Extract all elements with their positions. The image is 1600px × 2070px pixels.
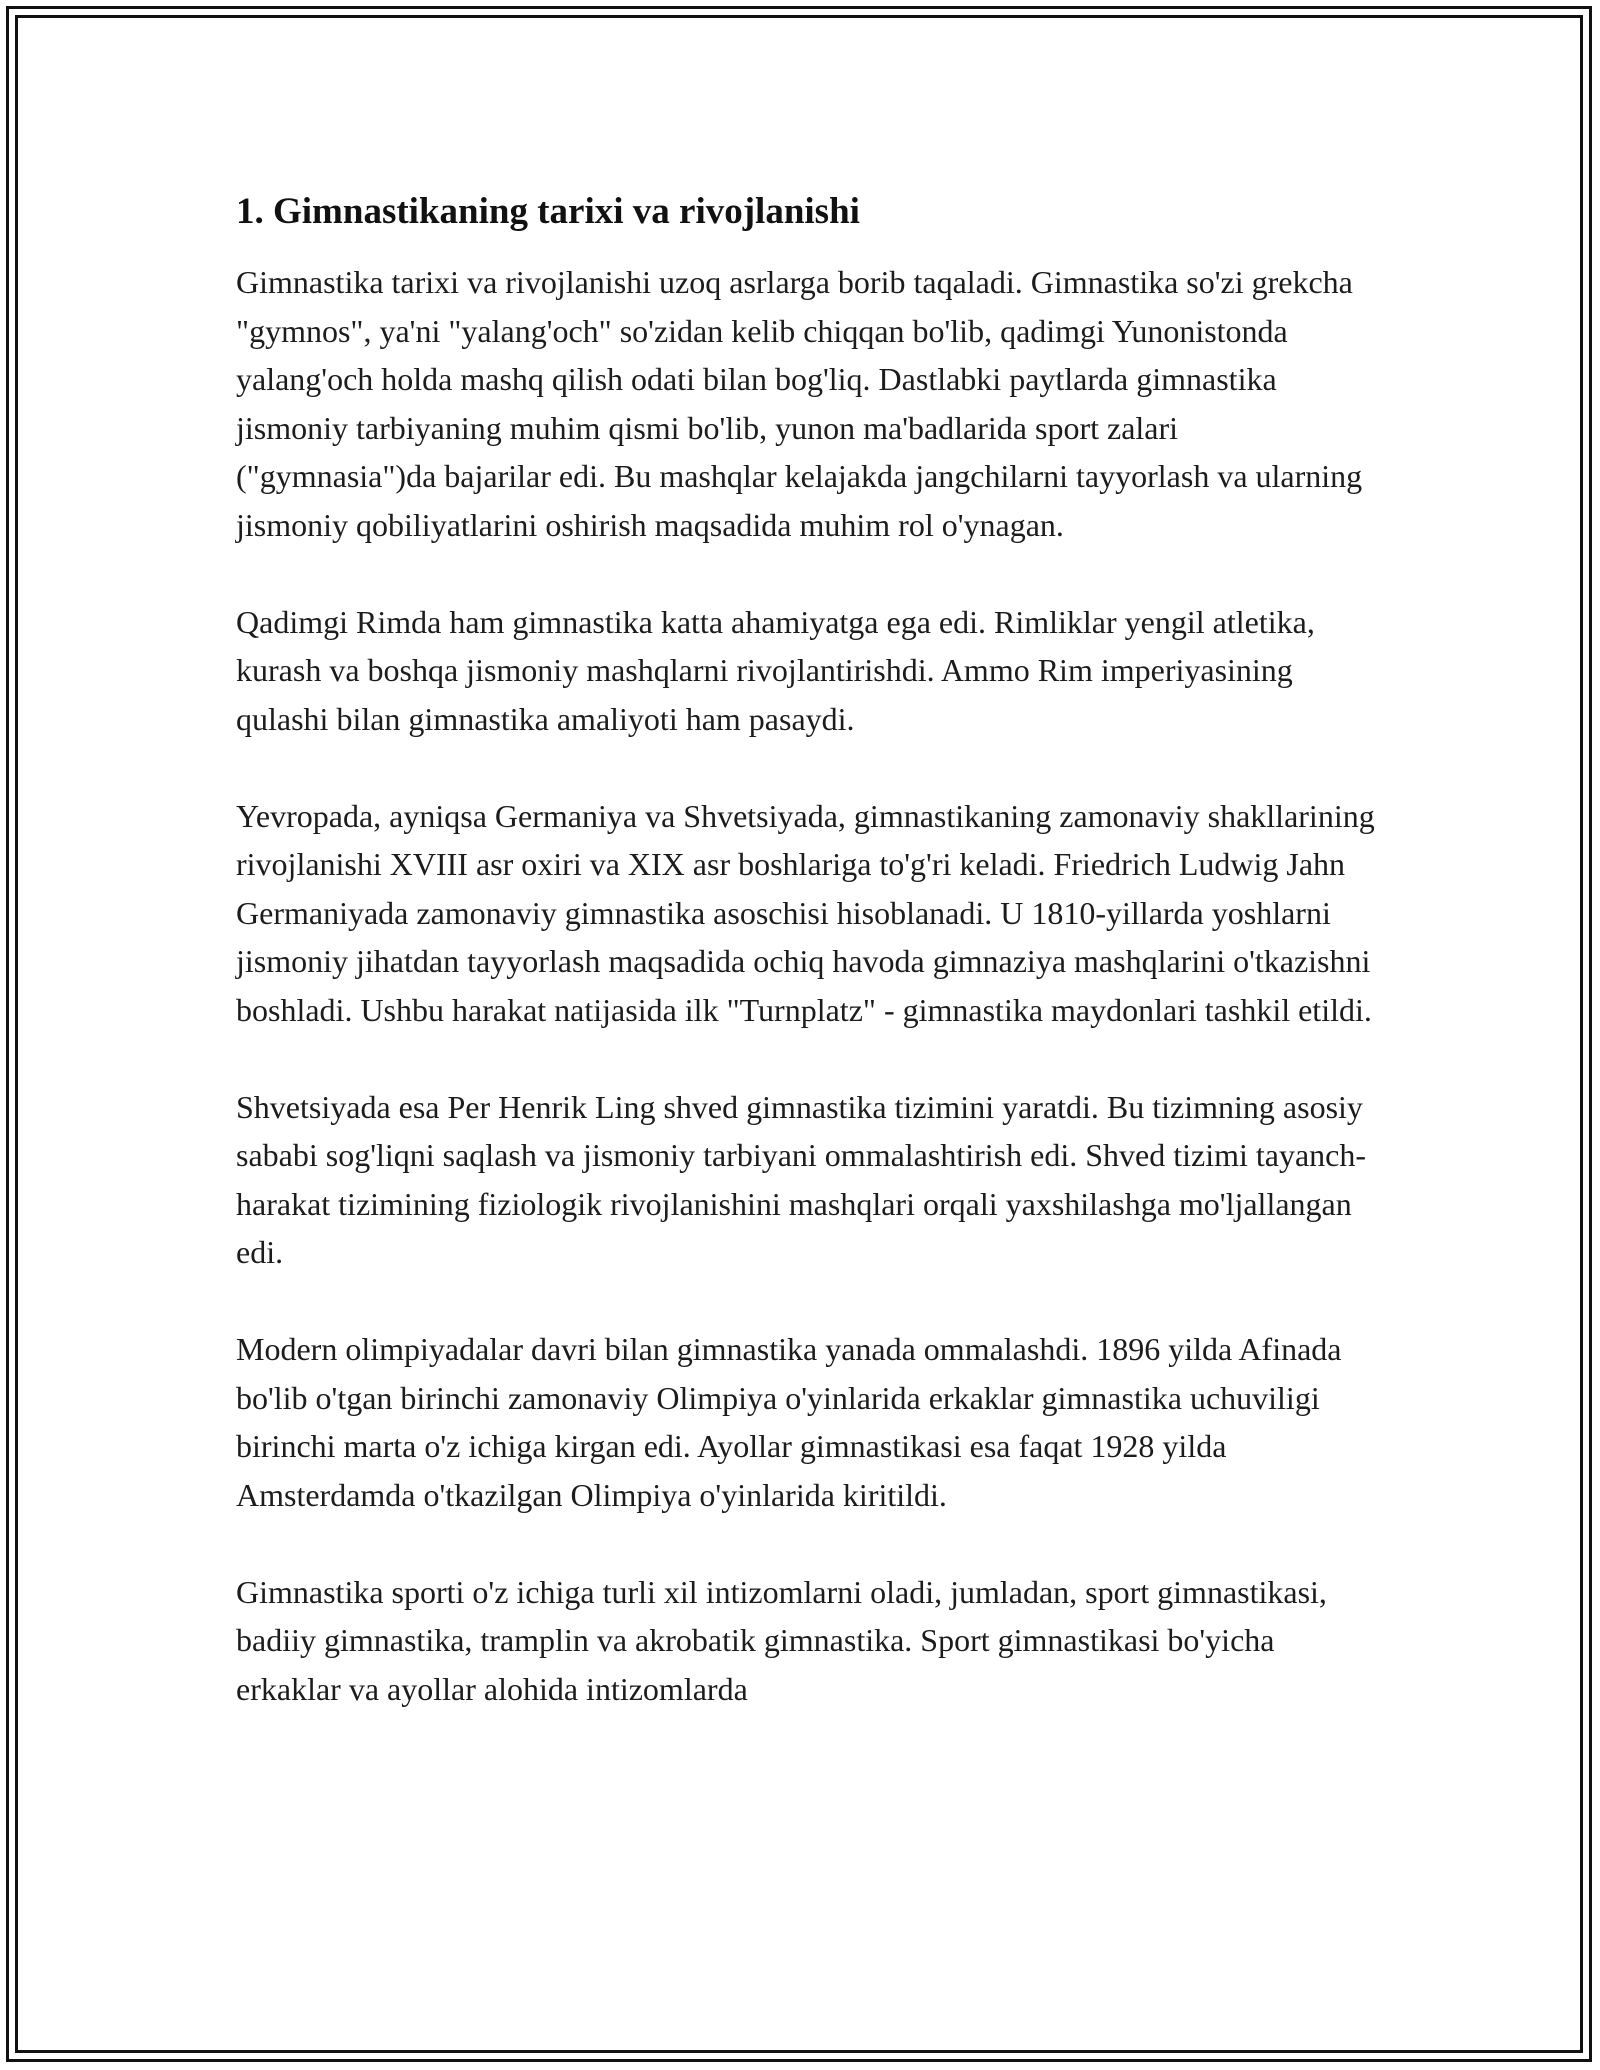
paragraph-olympics: Modern olimpiyadalar davri bilan gimnastika yanada ommalashdi. 1896 yilda Afinada bo'lib o'tgan birinchi zamonaviy Olimpiya o'yinlarida erkaklar gimnastika uchuviligi birinchi marta o'z ichiga kirgan edi. Ayollar gimnastikasi esa faqat 1928 yilda Amsterdamda o'tkazilgan Olimpiya o'yinlarida kiritildi. <box>236 1331 1342 1513</box>
paragraph-history-greece: Gimnastika tarixi va rivojlanishi uzoq asrlarga borib taqaladi. Gimnastika so'zi grekcha "gymnos", ya'ni "yalang'och" so'zidan kelib chiqqan bo'lib, qadimgi Yunonistonda yalang'och holda mashq qilish odati bilan bog'liq. Dastlabki paytlarda gimnastika jismoniy tarbiyaning muhim qismi bo'lib, yunon ma'badlarida sport zalari ("gymnasia")da bajarilar edi. Bu mashqlar kelajakda jangchilarni tayyorlash va ularning jismoniy qobiliyatlarini oshirish maqsadida muhim rol o'ynagan. <box>236 264 1363 543</box>
document-body <box>236 186 1376 1762</box>
paragraph-germany-jahn: Yevropada, ayniqsa Germaniya va Shvetsiyada, gimnastikaning zamonaviy shakllarining rivojlanishi XVIII asr oxiri va XIX asr boshlariga to'g'ri keladi. Friedrich Ludwig Jahn Germaniyada zamonaviy gimnastika asoschisi hisoblanadi. U 1810-yillarda yoshlarni jismoniy jihatdan tayyorlash maqsadida ochiq havoda gimnaziya mashqlarini o'tkazishni boshladi. Ushbu harakat natijasida ilk "Turnplatz" - gimnastika maydonlari tashkil etildi. <box>236 797 1375 1028</box>
paragraph-ancient-rome: Qadimgi Rimda ham gimnastika katta ahamiyatga ega edi. Rimliklar yengil atletika, kurash va boshqa jismoniy mashqlarni rivojlantirishdi. Ammo Rim imperiyasining qulashi bilan gimnastika amaliyoti ham pasaydi. <box>236 603 1315 737</box>
section-heading: 1. Gimnastikaning tarixi va rivojlanishi <box>236 191 860 232</box>
paragraph-disciplines: Gimnastika sporti o'z ichiga turli xil intizomlarni oladi, jumladan, sport gimnastikasi, badiiy gimnastika, tramplin va akrobatik gimnastika. Sport gimnastikasi bo'yicha erkaklar va ayollar alohida intizomlarda <box>236 1573 1327 1707</box>
paragraph-sweden-ling: Shvetsiyada esa Per Henrik Ling shved gimnastika tizimini yaratdi. Bu tizimning asosiy sababi sog'liqni saqlash va jismoniy tarbiyani ommalashtirish edi. Shved tizimi tayanch-harakat tizimining fiziologik rivojlanishini mashqlari orqali yaxshilashga mo'ljallangan edi. <box>236 1088 1367 1270</box>
